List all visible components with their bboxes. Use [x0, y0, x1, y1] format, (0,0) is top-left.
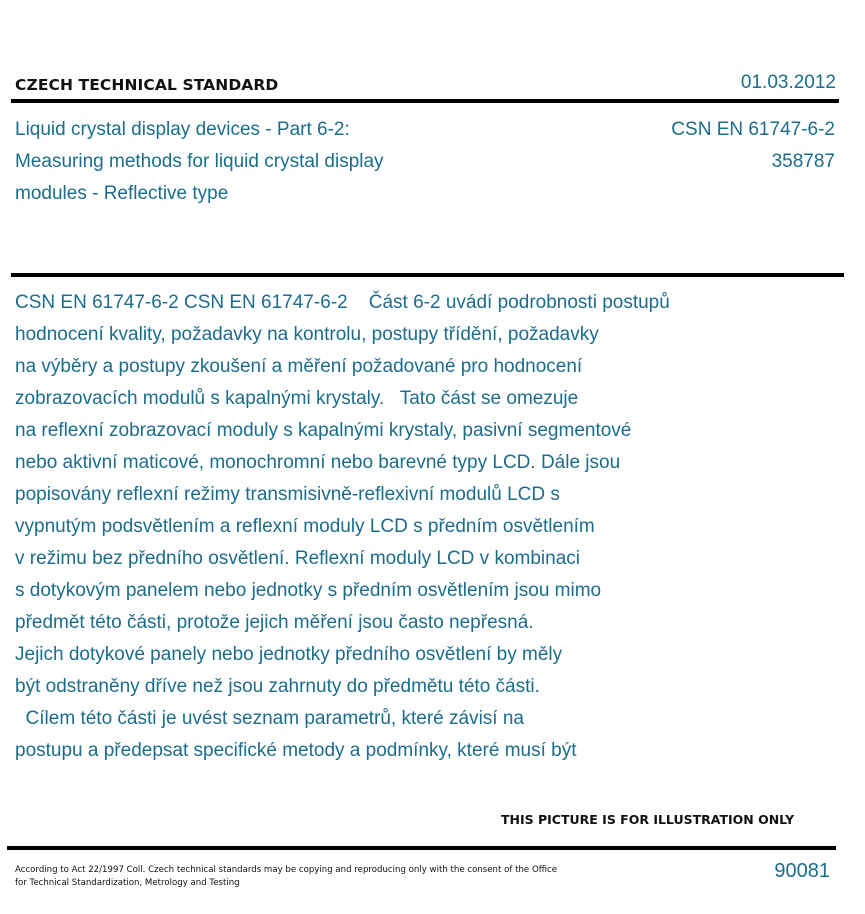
abstract-text [15, 287, 835, 767]
abstract-line: v režimu bez předního osvětlení. Reflexní moduly LCD v kombinaci [15, 548, 580, 569]
abstract-line: Cílem této části je uvést seznam parametrů, které závisí na [15, 708, 524, 729]
document-title-line: modules - Reflective type [15, 183, 229, 204]
abstract-line: nebo aktivní maticové, monochromní nebo barevné typy LCD. Dále jsou [15, 452, 621, 473]
abstract-line: na výběry a postupy zkoušení a měření požadované pro hodnocení [15, 356, 583, 377]
footer-divider [7, 846, 836, 850]
abstract-line: postupu a předepsat specifické metody a podmínky, které musí být [15, 740, 577, 761]
copyright-notice [15, 864, 595, 890]
footer-code: 90081 [774, 860, 830, 882]
abstract-line: zobrazovacích modulů s kapalnými krystaly. Tato část se omezuje [15, 388, 579, 409]
standard-number: CSN EN 61747-6-2 [671, 119, 835, 140]
document-title [15, 114, 535, 210]
abstract-line: s dotykovým panelem nebo jednotky s předním osvětlením jsou mimo [15, 580, 602, 601]
abstract-line: popisovány reflexní režimy transmisivně-reflexivní modulů LCD s [15, 484, 560, 505]
illustration-disclaimer: THIS PICTURE IS FOR ILLUSTRATION ONLY [501, 812, 795, 827]
document-identifiers [671, 114, 835, 178]
copyright-notice-line: According to Act 22/1997 Coll. Czech technical standards may be copying and reproducing only with the consent of the Office [15, 865, 558, 875]
title-divider [11, 273, 844, 277]
abstract-line: Jejich dotykové panely nebo jednotky předního osvětlení by měly [15, 644, 563, 665]
abstract-line: vypnutým podsvětlením a reflexní moduly LCD s předním osvětlením [15, 516, 595, 537]
copyright-notice-line: for Technical Standardization, Metrology and Testing [15, 878, 240, 888]
document-title-line: Measuring methods for liquid crystal display [15, 151, 384, 172]
abstract-line: hodnocení kvality, požadavky na kontrolu, postupy třídění, požadavky [15, 324, 599, 345]
abstract-line: CSN EN 61747-6-2 CSN EN 61747-6-2 Část 6-2 uvádí podrobnosti postupů [15, 292, 670, 313]
catalog-number: 358787 [771, 151, 835, 172]
publication-date: 01.03.2012 [740, 72, 836, 93]
header-divider [11, 99, 839, 103]
standard-type-heading: CZECH TECHNICAL STANDARD [15, 76, 279, 94]
document-title-line: Liquid crystal display devices - Part 6-2: [15, 119, 350, 140]
abstract-line: předmět této části, protože jejich měření jsou často nepřesná. [15, 612, 534, 633]
abstract-line: být odstraněny dříve než jsou zahrnuty do předmětu této části. [15, 676, 540, 697]
abstract-line: na reflexní zobrazovací moduly s kapalnými krystaly, pasivní segmentové [15, 420, 632, 441]
